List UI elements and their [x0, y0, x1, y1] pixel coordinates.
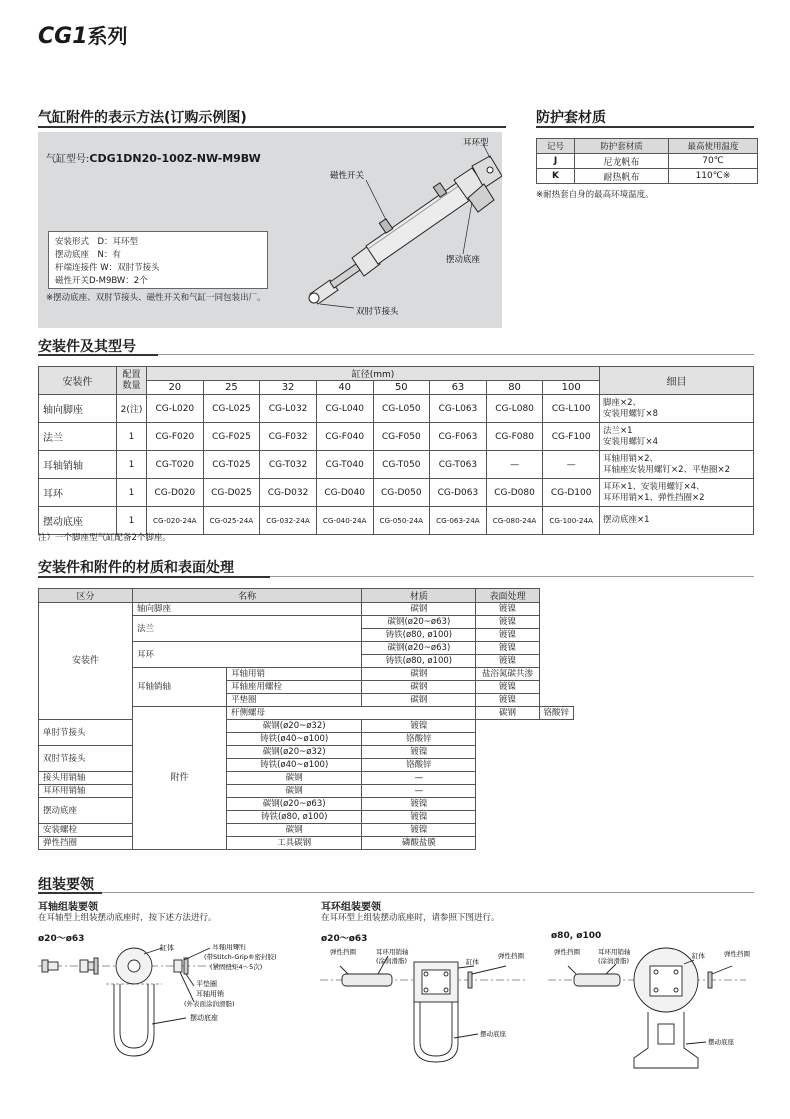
order-example-panel — [38, 132, 502, 328]
table-row: 摆动底座 1 CG-020-24A CG-025-24A CG-032-24A CG-040-24A CG-050-24A CG-063-24A CG-080-24A CG-100-24A 摆动底座×1 — [39, 507, 754, 535]
table-row: 接头用销轴 碳钢 — — [39, 772, 574, 785]
materials-table: 区分 名称 材质 表面处理 安装件 轴向脚座 碳钢 镀镍 法兰 碳钢(ø20~ø63) 镀镍 铸铁(ø80, ø100) 镀镍 耳环 碳钢(ø20~ø63) 镀镍 铸铁(ø80, ø100) 镀镍 耳轴销轴 耳轴用销 碳钢 盐浴氮碳共渗 耳轴座用螺栓 碳钢 镀镍 平垫圈 碳钢 镀镍 附件 杆侧螺母 碳钢 铬酸锌 单肘节接头 碳钢(ø20~ø32) 镀镍 铸铁(ø40~ø100) 铬酸锌 双肘节接头 碳钢(ø20~ø32) 镀镍 铸铁(ø40~ø100) 铬酸锌 接头用销轴 碳钢 — 耳环用销轴 碳钢 — 摆动底座 碳钢(ø20~ø63) 镀镍 铸铁(ø80, ø100) 镀镍 安装螺栓 碳钢 镀镍 弹性挡圈 工具碳钢 磷酸盐膜 — [38, 588, 574, 850]
assembly-title: 组装要领 — [38, 877, 94, 893]
clevis-small-label-pin: 耳环用销轴 — [376, 948, 409, 956]
trunnion-label-torque: (紧固扭矩4～5次) — [210, 963, 263, 971]
order-note: ※摆动底座、双肘节接头、磁性开关和气缸一同包装出厂。 — [46, 293, 266, 303]
trunnion-label-cyl: 缸体 — [160, 944, 174, 952]
clevis-large-label-pin: 耳环用销轴 — [598, 948, 631, 956]
mounting-title-line — [158, 354, 754, 355]
table-row: 摆动底座 碳钢(ø20~ø63) 镀镍 — [39, 798, 574, 811]
table-row: 平垫圈 碳钢 镀镍 — [39, 694, 574, 707]
table-row: 耳轴销轴 耳轴用销 碳钢 盐浴氮碳共渗 — [39, 668, 574, 681]
table-row: 耳环 1 CG-D020 CG-D025 CG-D032 CG-D040 CG-D050 CG-D063 CG-D080 CG-D100 耳环×1、安装用螺钉×4、 耳环用销×1、弹性挡圈×2 — [39, 479, 754, 507]
callout-switch: 磁性开关 — [330, 171, 365, 181]
trunnion-assembly-title: 耳轴组装要领 — [38, 902, 98, 913]
table-row: 法兰 碳钢(ø20~ø63) 镀镍 — [39, 616, 574, 629]
table-row: 耳轴座用螺栓 碳钢 镀镍 — [39, 681, 574, 694]
table-row: K 耐热帆布 110℃※ — [537, 169, 758, 184]
table-row: 铸铁(ø80, ø100) 镀镍 — [39, 655, 574, 668]
protection-note: ※耐热套自身的最高环境温度。 — [536, 190, 654, 200]
table-row: 铸铁(ø40~ø100) 铬酸锌 — [39, 759, 574, 772]
clevis-large-label-cyl: 缸体 — [692, 952, 705, 960]
table-row: 附件 杆侧螺母 碳钢 铬酸锌 — [39, 707, 574, 720]
clevis-small-label-grease: (涂润滑脂) — [376, 957, 408, 965]
trunnion-label-base: 摆动底座 — [190, 1014, 218, 1022]
clevis-large-label-ring: 弹性挡圈 — [554, 948, 580, 956]
cylinder-illustration — [258, 132, 502, 328]
table-row: 轴向脚座 2(注) CG-L020 CG-L025 CG-L032 CG-L040 CG-L050 CG-L063 CG-L080 CG-L100 脚座×2、 安装用螺钉×8 — [39, 395, 754, 423]
table-row: J 尼龙帆布 70℃ — [537, 154, 758, 169]
order-info-box: 安装形式 D：耳环型 摆动底座 N：有 杆端连接件 W：双肘节接头 磁性开关D-M9BW：2个 — [48, 231, 268, 289]
materials-title-rule — [38, 576, 270, 578]
table-row: 双肘节接头 碳钢(ø20~ø32) 镀镍 — [39, 746, 574, 759]
order-title-rule — [38, 126, 506, 128]
table-row: 单肘节接头 碳钢(ø20~ø32) 镀镍 — [39, 720, 574, 733]
table-row: 法兰 1 CG-F020 CG-F025 CG-F032 CG-F040 CG-F050 CG-F063 CG-F080 CG-F100 法兰×1 安装用螺钉×4 — [39, 423, 754, 451]
order-section-title: 气缸附件的表示方法(订购示例图) — [38, 110, 247, 126]
materials-title-line — [270, 576, 754, 577]
table-row: 铸铁(ø40~ø100) 铬酸锌 — [39, 733, 574, 746]
trunnion-assembly-drawing — [34, 944, 304, 1094]
clevis-assembly-desc: 在耳环型上组装摆动底座时，请参照下图进行。 — [321, 913, 500, 923]
table-row: 耳环用销轴 碳钢 — — [39, 785, 574, 798]
mounting-title: 安装件及其型号 — [38, 339, 136, 355]
table-row: 铸铁(ø80, ø100) 镀镍 — [39, 811, 574, 824]
clevis-large-label-base: 摆动底座 — [708, 1038, 734, 1046]
trunnion-label-coat: (外表面涂润滑脂) — [184, 1000, 235, 1008]
clevis-assembly-drawing-large — [546, 944, 756, 1094]
assembly-title-rule — [38, 892, 102, 894]
table-row: 铸铁(ø80, ø100) 镀镍 — [39, 629, 574, 642]
trunnion-label-pin: 耳轴用螺钉 — [212, 944, 247, 951]
clevis-assembly-drawing-small — [318, 944, 538, 1094]
table-row: 安装螺栓 碳钢 镀镍 — [39, 824, 574, 837]
trunnion-assembly-desc: 在耳轴型上组装摆动底座时，按下述方法进行。 — [38, 913, 217, 923]
callout-ear: 耳环型 — [463, 138, 489, 148]
clevis-small-label-ring2: 弹性挡圈 — [498, 952, 524, 960]
mounting-table: 安装件 配置数量 缸径(mm) 细目 20 25 32 40 50 63 80 100 轴向脚座 2(注) CG-L020 CG-L025 CG-L032 CG-L040 CG-L050 CG-L063 CG-L080 CG-L100 脚座×2、 安装用螺钉×8 法兰 1 CG-F020 CG-F025 CG-F032 CG-F040 CG-F050 CG-F063 CG-F080 CG-F100 法兰×1 安装用螺钉×4 耳轴销轴 1 CG-T020 CG-T025 CG-T032 CG-T040 CG-T050 CG-T063 — — 耳轴用销×2、 耳轴座安装用螺钉×2、平垫圈×2 耳环 1 CG-D020 CG-D025 CG-D032 CG-D040 CG-D050 CG-D063 CG-D080 CG-D100 耳环×1、安装用螺钉×4、 耳环用销×1、弹性挡圈×2 摆动底座 1 CG-020-24A CG-025-24A CG-032-24A CG-040-24A CG-050-24A CG-063-24A CG-080-24A CG-100-24A 摆动底座×1 — [38, 366, 754, 535]
clevis-large-label-ring2: 弹性挡圈 — [724, 950, 750, 958]
protection-table: 记号 防护套材质 最高使用温度 J 尼龙帆布 70℃ K 耐热帆布 110℃※ — [536, 138, 758, 184]
page-title: CG1系列 — [38, 24, 128, 49]
clevis-range-small: ø20～ø63 — [321, 934, 368, 944]
table-row: 安装件 轴向脚座 碳钢 镀镍 — [39, 603, 574, 616]
table-row: 耳环 碳钢(ø20~ø63) 镀镍 — [39, 642, 574, 655]
protection-title-rule — [536, 126, 754, 128]
protection-title: 防护套材质 — [536, 110, 606, 126]
trunnion-label-glue: (带Stitch-Grip®密封胶) — [204, 953, 277, 961]
clevis-assembly-title: 耳环组装要领 — [321, 902, 381, 913]
table-row: 耳轴销轴 1 CG-T020 CG-T025 CG-T032 CG-T040 CG-T050 CG-T063 — — 耳轴用销×2、 耳轴座安装用螺钉×2、平垫圈×2 — [39, 451, 754, 479]
table-row: 弹性挡圈 工具碳钢 磷酸盐膜 — [39, 837, 574, 850]
clevis-range-large: ø80, ø100 — [551, 931, 602, 941]
clevis-small-label-base: 摆动底座 — [480, 1030, 506, 1038]
mounting-title-rule — [38, 354, 158, 356]
callout-base: 摆动底座 — [446, 255, 481, 265]
trunnion-label-tpin: 耳轴用销 — [196, 990, 224, 998]
callout-clevis: 双肘节接头 — [356, 307, 399, 317]
trunnion-range: ø20～ø63 — [38, 934, 85, 944]
model-line: 气缸型号:CDG1DN20-100Z-NW-M9BW — [46, 152, 261, 165]
mounting-note: 注）一个脚座型气缸配备2个脚座。 — [38, 533, 171, 543]
trunnion-label-washer: 平垫圈 — [196, 980, 217, 988]
clevis-small-label-ring: 弹性挡圈 — [330, 948, 356, 956]
materials-title: 安装件和附件的材质和表面处理 — [38, 560, 234, 576]
assembly-title-line — [102, 892, 754, 893]
clevis-large-label-grease: (涂润滑脂) — [598, 957, 630, 965]
clevis-small-label-cyl: 缸体 — [466, 958, 479, 966]
